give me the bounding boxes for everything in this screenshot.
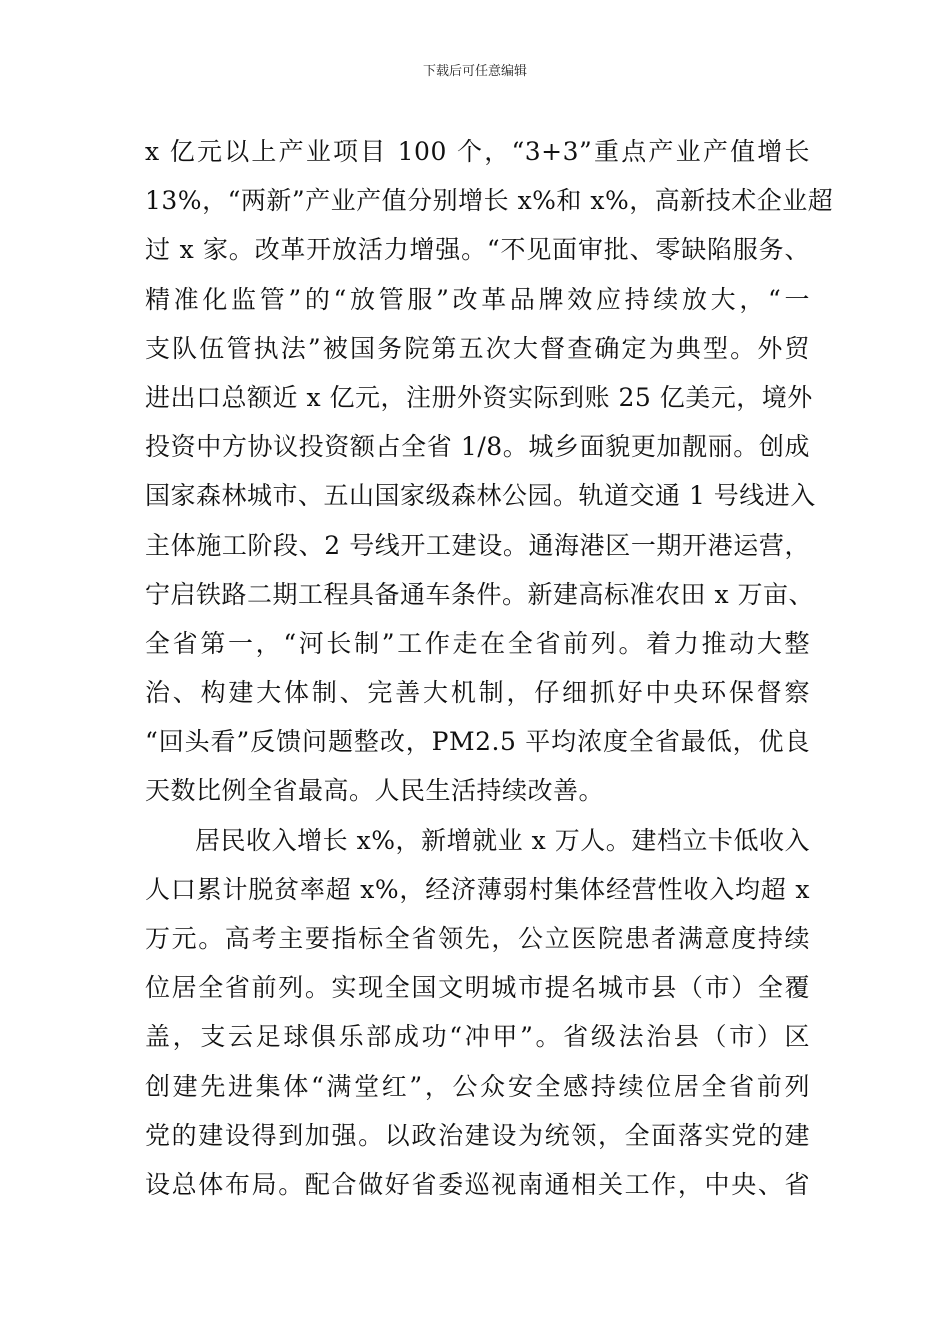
text-line: 投资中方协议投资额占全省 1/8。城乡面貌更加靓丽。创成 <box>145 432 810 462</box>
text-line: 居民收入增长 x%，新增就业 x 万人。建档立卡低收入 <box>195 825 810 855</box>
text-line: 党的建设得到加强。以政治建设为统领，全面落实党的建 <box>145 1120 810 1150</box>
page-header: 下载后可任意编辑 <box>422 64 527 79</box>
text-line: x 亿元以上产业项目 100 个，“3+3”重点产业产值增长 <box>145 137 810 166</box>
text-line: 13%，“两新”产业产值分别增长 x%和 x%，高新技术企业超 <box>145 186 834 216</box>
text-line: 宁启铁路二期工程具备通车条件。新建高标准农田 x 万亩、 <box>145 579 814 609</box>
text-line: 治、构建大体制、完善大机制，仔细抓好中央环保督察 <box>145 678 810 708</box>
text-line: 国家森林城市、五山国家级森林公园。轨道交通 1 号线进入 <box>145 481 816 511</box>
document-body <box>145 127 834 1209</box>
text-line: 人口累计脱贫率超 x%，经济薄弱村集体经营性收入均超 x <box>145 874 810 904</box>
text-line: 天数比例全省最高。人民生活持续改善。 <box>145 776 605 806</box>
text-line: 进出口总额近 x 亿元，注册外资实际到账 25 亿美元，境外 <box>145 382 813 412</box>
text-line: 精准化监管”的“放管服”改革品牌效应持续放大，“一 <box>145 284 810 314</box>
text-line: 主体施工阶段、2 号线开工建设。通海港区一期开港运营， <box>145 530 810 560</box>
text-line: 设总体布局。配合做好省委巡视南通相关工作，中央、省 <box>145 1169 810 1199</box>
text-line: 盖，支云足球俱乐部成功“冲甲”。省级法治县（市）区 <box>145 1022 810 1052</box>
text-line: 创建先进集体“满堂红”，公众安全感持续位居全省前列 <box>145 1071 810 1101</box>
text-line: 万元。高考主要指标全省领先，公立医院患者满意度持续 <box>145 924 810 953</box>
text-line: “回头看”反馈问题整改，PM2.5 平均浓度全省最低，优良 <box>145 727 810 757</box>
text-line: 全省第一，“河长制”工作走在全省前列。着力推动大整 <box>145 628 810 658</box>
text-line: 支队伍管执法”被国务院第五次大督查确定为典型。外贸 <box>145 333 810 363</box>
text-line: 过 x 家。改革开放活力增强。“不见面审批、零缺陷服务、 <box>145 235 810 265</box>
text-line: 位居全省前列。实现全国文明城市提名城市县（市）全覆 <box>145 973 810 1003</box>
